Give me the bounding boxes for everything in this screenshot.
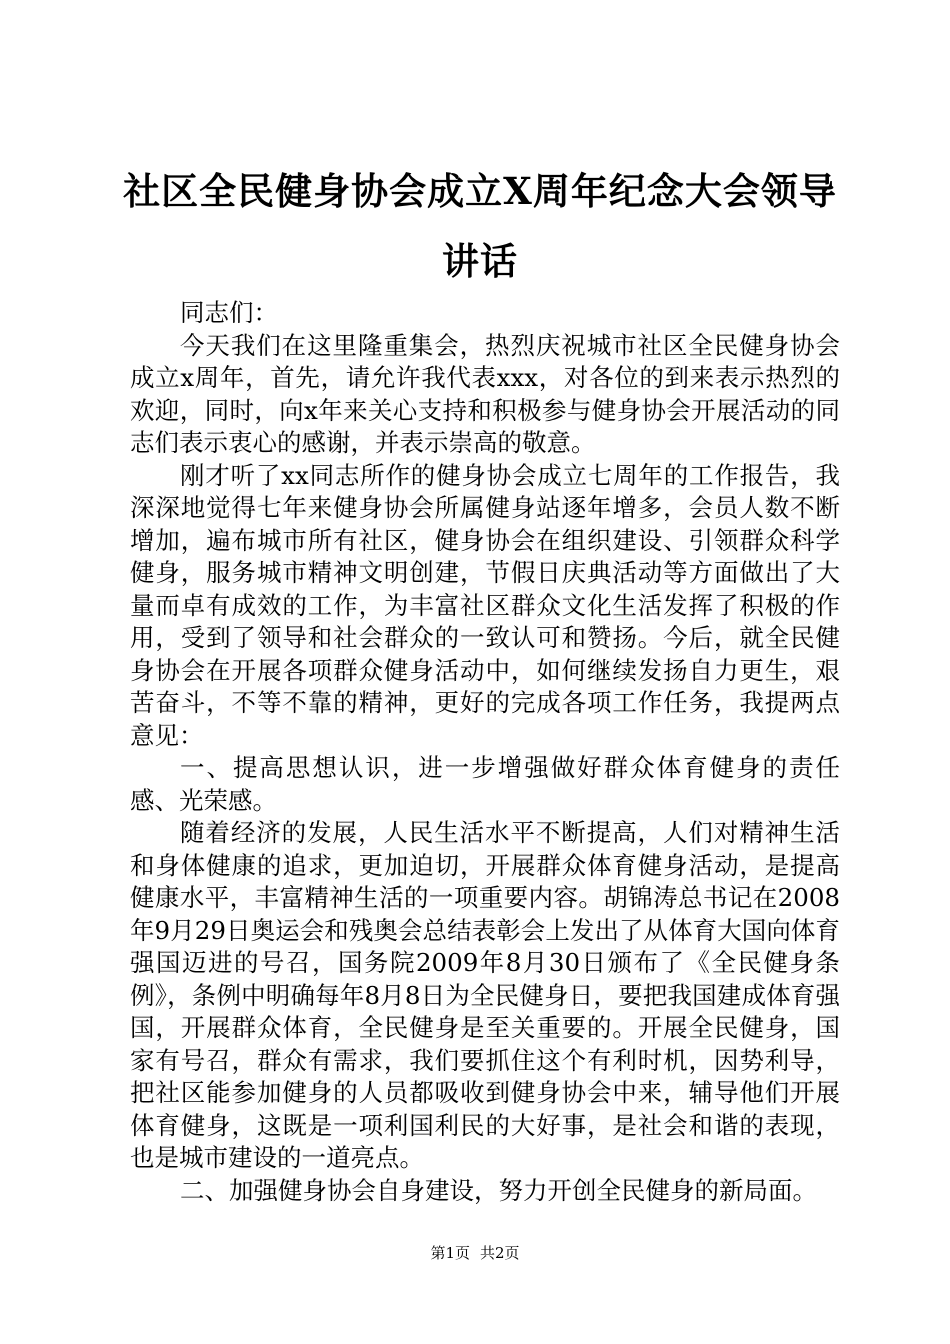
heading-point-two: 二、加强健身协会自身建设，努力开创全民健身的新局面。 <box>180 1175 817 1205</box>
paragraph-opening: 今天我们在这里隆重集会，热烈庆祝城市社区全民健身协会成立x周年，首先，请允许我代表xxx，对各位的到来表示热烈的欢迎，同时，向x年来关心支持和积极参与健身协会开展活动的同志们表示衷心的感谢，并表示崇高的敬意。 <box>130 330 840 457</box>
paragraph-report: 刚才听了xx同志所作的健身协会成立七周年的工作报告，我深深地觉得七年来健身协会所属健身站逐年增多，会员人数不断增加，遍布城市所有社区，健身协会在组织建设、引领群众科学健身，服务城市精神文明创建，节假日庆典活动等方面做出了大量而卓有成效的工作，为丰富社区群众文化生活发挥了积极的作用，受到了领导和社会群众的一致认可和赞扬。今后，就全民健身协会在开展各项群众健身活动中，如何继续发扬自力更生，艰苦奋斗，不等不靠的精神，更好的完成各项工作任务，我提两点意见： <box>130 460 840 750</box>
heading-point-one: 一、提高思想认识，进一步增强做好群众体育健身的责任感、光荣感。 <box>130 753 840 815</box>
document-title: 社区全民健身协会成立X周年纪念大会领导讲话 <box>123 169 837 283</box>
page-total: 共2页 <box>480 1244 520 1262</box>
page-footer <box>0 1243 950 1263</box>
document-body <box>130 297 840 1207</box>
paragraph-point-one: 随着经济的发展，人民生活水平不断提高，人们对精神生活和身体健康的追求，更加迫切，开展群众体育健身活动，是提高健康水平，丰富精神生活的一项重要内容。胡锦涛总书记在2008年9月29日奥运会和残奥会总结表彰会上发出了从体育大国向体育强国迈进的号召，国务院2009年8月30日颁布了《全民健身条例》，条例中明确每年8月8日为全民健身日，要把我国建成体育强国，开展群众体育，全民健身是至关重要的。开展全民健身，国家有号召，群众有需求，我们要抓住这个有利时机，因势利导，把社区能参加健身的人员都吸收到健身协会中来，辅导他们开展体育健身，这既是一项利国利民的大好事，是社会和谐的表现，也是城市建设的一道亮点。 <box>130 818 840 1172</box>
page-number: 第1页 <box>430 1244 470 1262</box>
salutation: 同志们： <box>180 298 278 327</box>
